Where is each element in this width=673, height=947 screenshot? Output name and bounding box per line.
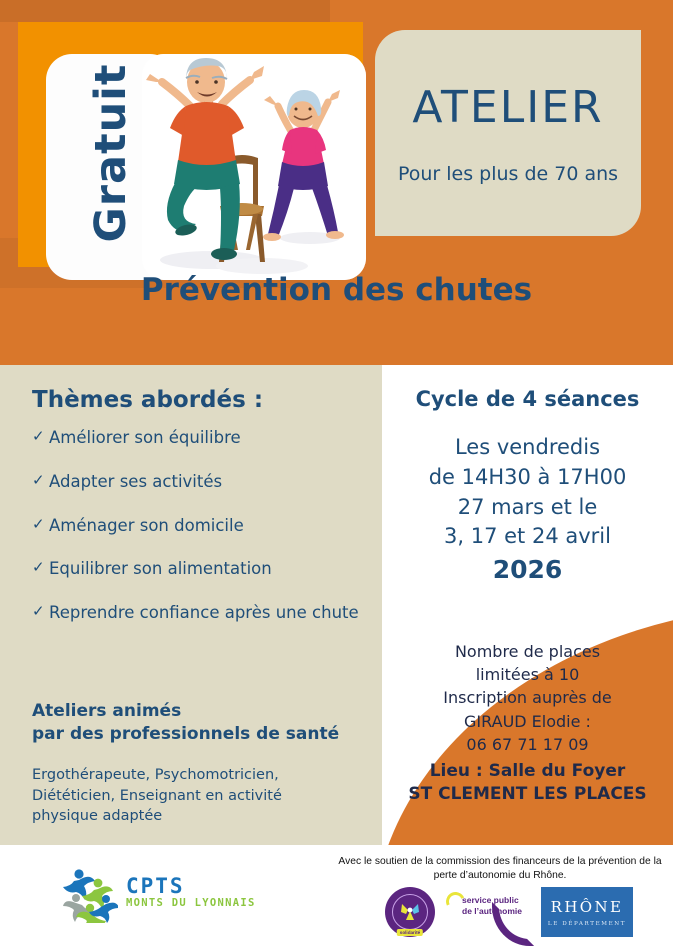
professionals-text: Ergothérapeute, Psychomotricien, Diététicien, Enseignant en activité physique adaptée	[32, 767, 282, 825]
themes-panel	[0, 365, 382, 845]
list-item	[32, 558, 362, 580]
schedule-panel	[382, 365, 673, 845]
check-icon: ✓	[32, 470, 45, 489]
animated-by-line-1: Ateliers animés	[32, 701, 182, 721]
cnsa-badge-label: solidarité	[397, 929, 423, 936]
date-line: Les vendredis	[454, 435, 601, 459]
date-line: de 14H30 à 17H00	[428, 464, 627, 489]
list-item	[32, 471, 362, 493]
cpts-tagline: MONTS DU LYONNAIS	[126, 896, 256, 909]
service-public-autonomie-logo	[444, 888, 532, 936]
check-icon: ✓	[32, 558, 45, 577]
list-item-label: Equilibrer son alimentation	[49, 559, 272, 579]
registration-line: Inscription auprès de	[443, 688, 612, 708]
illustration-image	[142, 54, 366, 280]
registration-block	[382, 640, 673, 756]
cycle-title: Cycle de 4 séances	[415, 387, 640, 411]
list-item	[32, 602, 362, 624]
list-item-label: Reprendre confiance après une chute	[49, 603, 359, 623]
registration-line: GIRAUD Elodie :	[464, 711, 591, 731]
free-badge-label: Gratuit	[86, 63, 136, 243]
cpts-name: CPTS	[126, 874, 185, 899]
list-item-label: Améliorer son équilibre	[49, 428, 241, 447]
contact-phone[interactable]: 06 67 71 17 09	[466, 734, 589, 754]
list-item	[32, 427, 362, 449]
cnsa-emblem-icon	[392, 894, 428, 930]
themes-title: Thèmes abordés :	[32, 387, 264, 413]
list-item-label: Adapter ses activités	[49, 471, 223, 491]
rhone-name: RHÔNE	[550, 897, 624, 916]
atelier-subtitle: Pour les plus de 70 ans	[397, 162, 619, 185]
list-item-label: Aménager son domicile	[49, 515, 244, 535]
rhone-subtitle: LE DÉPARTEMENT	[547, 920, 627, 927]
themes-list	[32, 427, 362, 646]
animated-by-line-2: par des professionnels de santé	[32, 723, 340, 744]
date-line: 3, 17 et 24 avril	[444, 524, 611, 549]
registration-line: Nombre de places	[454, 642, 601, 661]
check-icon: ✓	[32, 602, 45, 621]
cpts-people-icon	[62, 861, 118, 923]
venue-line-1: Lieu : Salle du Foyer	[429, 761, 626, 781]
year-label: 2026	[492, 555, 563, 585]
seniors-exercise-illustration	[142, 54, 366, 280]
support-text: Avec le soutien de la commission des financeurs de la prévention de la perte d’autonomie du Rhône.	[338, 856, 662, 881]
rhone-departement-logo	[541, 887, 633, 937]
list-item	[32, 515, 362, 537]
registration-line: limitées à 10	[475, 665, 580, 685]
date-line: 27 mars et le	[457, 494, 598, 519]
sp-wordmark	[462, 895, 522, 918]
check-icon: ✓	[32, 427, 45, 445]
illustration-frame	[18, 22, 363, 267]
animated-by-block	[32, 700, 339, 746]
venue-line-2: ST CLEMENT LES PLACES	[408, 783, 647, 804]
cpts-wordmark	[126, 875, 256, 908]
partner-logos	[385, 887, 633, 937]
cpts-logo	[62, 861, 256, 923]
sp-line-2: de l’autonomie	[462, 906, 522, 917]
footer	[0, 845, 673, 947]
atelier-callout	[375, 30, 641, 236]
hero-section	[0, 0, 673, 355]
atelier-title: ATELIER	[412, 81, 604, 133]
hero-shade-top	[0, 0, 330, 22]
check-icon: ✓	[32, 514, 45, 533]
dates-block	[382, 433, 673, 588]
cnsa-logo	[385, 887, 435, 937]
page-title: Prévention des chutes	[140, 272, 533, 308]
venue-block	[382, 760, 673, 806]
cnsa-cross-icon	[399, 901, 421, 923]
sp-line-1: service public	[462, 895, 519, 905]
